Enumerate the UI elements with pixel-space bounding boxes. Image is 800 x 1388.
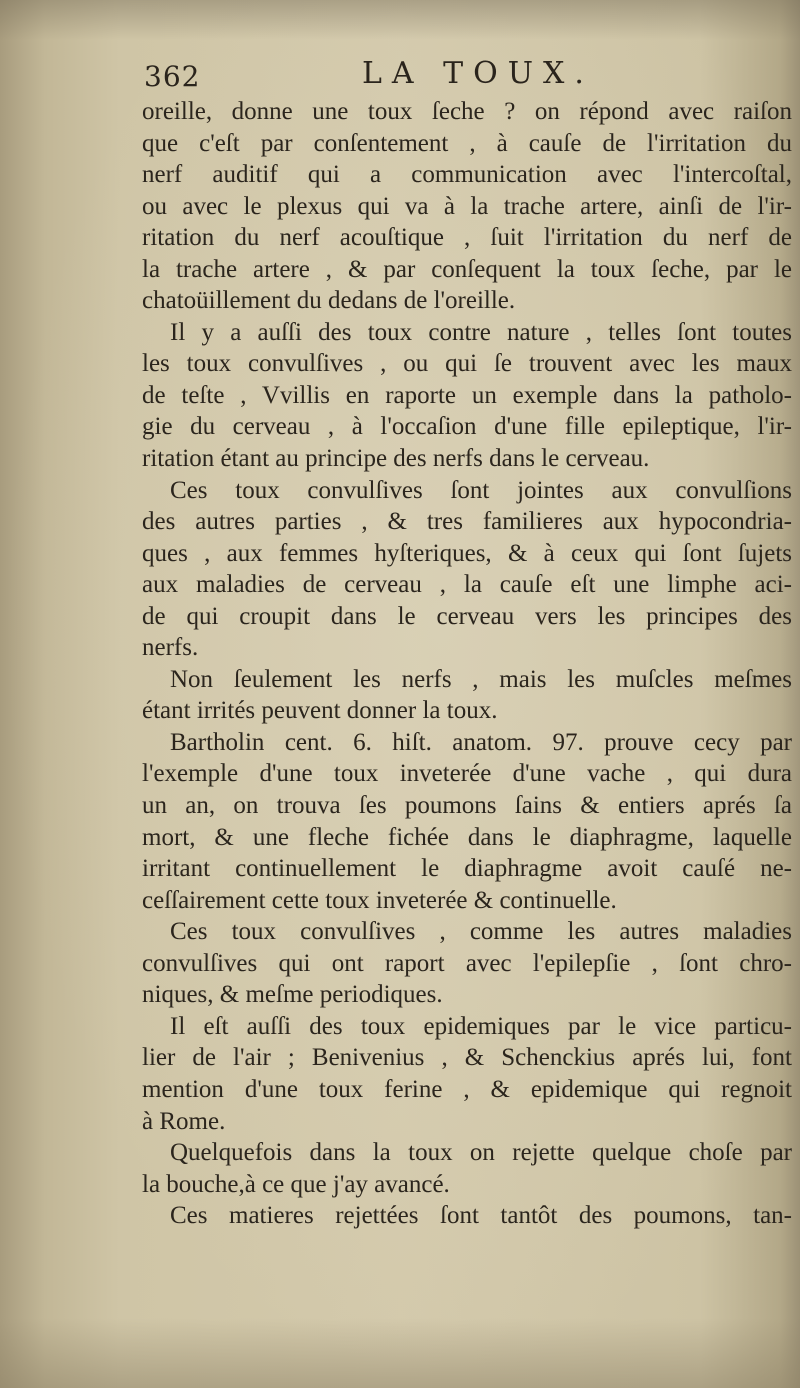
text-line: niques, & meſme periodiques. <box>142 981 443 1009</box>
text-line: la trache artere , & par conſequent la toux ſeche, par le <box>142 255 792 283</box>
text-line: lier de l'air ; Benivenius , & Schenckius aprés lui, font <box>142 1044 792 1072</box>
running-title: LA TOUX. <box>362 56 594 91</box>
text-line: Il y a auſſi des toux contre nature , telles ſont toutes <box>170 318 792 346</box>
page-header <box>140 56 760 92</box>
text-line: Il eſt auſſi des toux epidemiques par le vice particu- <box>170 1012 792 1040</box>
text-line: gie du cerveau , à l'occaſion d'une fille epileptique, l'ir- <box>142 413 792 441</box>
text-line: à Rome. <box>142 1107 226 1135</box>
text-line: de teſte , Vvillis en raporte un exemple dans la patholo- <box>142 381 792 409</box>
text-line: Non ſeulement les nerfs , mais les muſcles meſmes <box>170 665 792 693</box>
text-line: des autres parties , & tres familieres aux hypocondria- <box>142 508 792 536</box>
text-line: un an, on trouva ſes poumons ſains & entiers aprés ſa <box>142 792 792 820</box>
text-line: ou avec le plexus qui va à la trache artere, ainſi de l'ir- <box>142 192 792 220</box>
text-line: ritation étant au principe des nerfs dans le cerveau. <box>142 445 650 473</box>
text-line: chatoüillement du dedans de l'oreille. <box>142 287 516 315</box>
text-line: convulſives qui ont raport avec l'epilepſie , ſont chro- <box>142 949 792 977</box>
text-line: ques , aux femmes hyſteriques, & à ceux qui ſont ſujets <box>142 539 792 567</box>
body-text <box>142 96 792 1232</box>
text-line: de qui croupit dans le cerveau vers les principes des <box>142 602 792 630</box>
text-line: mort, & une fleche fichée dans le diaphragme, laquelle <box>142 823 792 851</box>
text-line: oreille, donne une toux ſeche ? on répond avec raiſon <box>142 98 792 125</box>
text-line: nerf auditif qui a communication avec l'intercoſtal, <box>142 161 792 189</box>
text-line: les toux convulſives , ou qui ſe trouvent avec les maux <box>142 350 792 378</box>
text-line: la bouche,à ce que j'ay avancé. <box>142 1170 450 1198</box>
text-line: ritation du nerf acouſtique , ſuit l'irritation du nerf de <box>142 224 792 252</box>
page-number: 362 <box>144 60 201 93</box>
text-line: étant irrités peuvent donner la toux. <box>142 697 498 725</box>
text-line: ceſſairement cette toux inveterée & continuelle. <box>142 886 617 914</box>
text-line: Ces toux convulſives ſont jointes aux convulſions <box>170 476 792 504</box>
text-line: nerfs. <box>142 634 199 662</box>
text-line: aux maladies de cerveau , la cauſe eſt une limphe aci- <box>142 571 792 599</box>
text-line: Bartholin cent. 6. hiſt. anatom. 97. prouve cecy par <box>170 728 792 756</box>
text-line: irritant continuellement le diaphragme avoit cauſé ne- <box>142 855 792 883</box>
text-line: l'exemple d'une toux inveterée d'une vache , qui dura <box>142 760 792 788</box>
text-line: mention d'une toux ferine , & epidemique qui regnoit <box>142 1075 792 1103</box>
text-line: Ces matieres rejettées ſont tantôt des poumons, tan- <box>170 1202 792 1230</box>
text-line: Quelquefois dans la toux on rejette quelque choſe par <box>170 1139 792 1167</box>
text-line: que c'eſt par conſentement , à cauſe de l'irritation du <box>142 129 792 157</box>
text-line: Ces toux convulſives , comme les autres maladies <box>170 918 792 946</box>
